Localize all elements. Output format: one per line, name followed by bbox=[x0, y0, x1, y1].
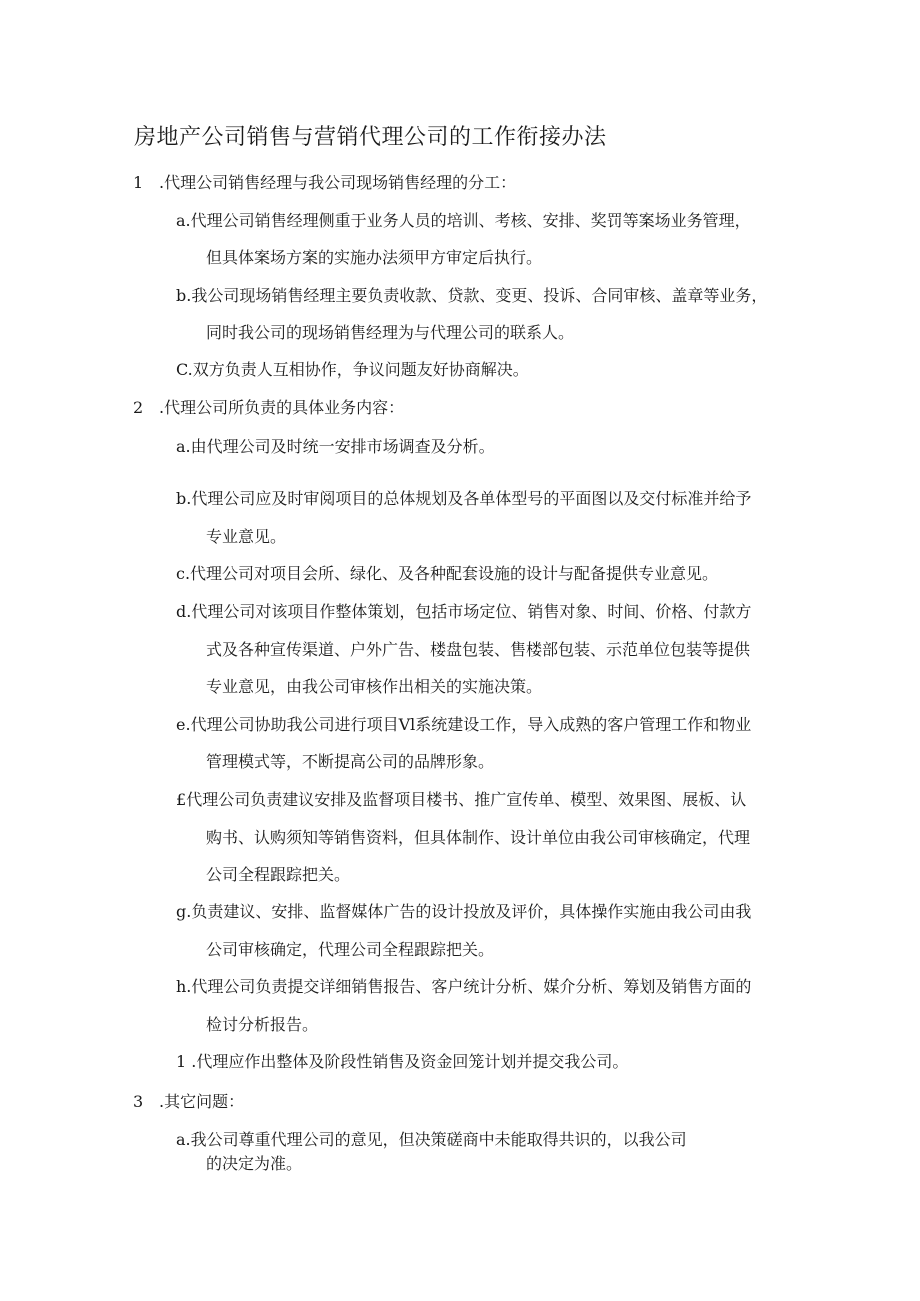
section-number: 2 bbox=[133, 398, 144, 417]
list-item-1b-continuation: 同时我公司的现场销售经理为与代理公司的联系人。 bbox=[206, 323, 575, 342]
list-item-1b bbox=[176, 286, 767, 306]
list-item-3a-continuation: 的决定为准。 bbox=[206, 1154, 303, 1173]
item-label: 1 . bbox=[176, 1052, 197, 1071]
list-item-1a-continuation: 但具体案场方案的实施办法须甲方审定后执行。 bbox=[206, 248, 543, 267]
item-label: a. bbox=[176, 1130, 191, 1149]
item-label: a. bbox=[176, 437, 191, 456]
item-text: 代理公司对项目会所、绿化、及各种配套设施的设计与配备提供专业意见。 bbox=[190, 564, 719, 583]
list-item-2f-continuation: 公司全程跟踪把关。 bbox=[206, 865, 351, 884]
list-item-2i bbox=[176, 1052, 628, 1072]
list-item-2d-continuation: 式及各种宣传渠道、户外广告、楼盘包装、售楼部包装、示范单位包装等提供 bbox=[206, 640, 751, 659]
item-label: g. bbox=[176, 902, 192, 921]
item-text: 代理公司销售经理侧重于业务人员的培训、考核、安排、奖罚等案场业务管理， bbox=[190, 211, 751, 230]
section-heading-text: .代理公司所负责的具体业务内容： bbox=[159, 398, 405, 417]
section-3-heading bbox=[133, 1092, 244, 1112]
section-number: 1 bbox=[133, 173, 144, 192]
item-text: 双方负责人互相协作，争议问题友好协商解决。 bbox=[192, 360, 529, 379]
item-label: h. bbox=[176, 977, 192, 996]
item-text: 负责建议、安排、监督媒体广告的设计投放及评价，具体操作实施由我公司由我 bbox=[191, 902, 752, 921]
list-item-2a bbox=[176, 437, 495, 457]
list-item-2g bbox=[176, 902, 751, 922]
item-label: c. bbox=[176, 564, 191, 583]
item-text: 代理应作出整体及阶段性销售及资金回笼计划并提交我公司。 bbox=[196, 1052, 629, 1071]
section-heading-text: .其它问题： bbox=[159, 1092, 245, 1111]
section-heading-text: .代理公司销售经理与我公司现场销售经理的分工： bbox=[159, 173, 517, 192]
item-text: 代理公司应及时审阅项目的总体规划及各单体型号的平面图以及交付标准并给予 bbox=[191, 489, 752, 508]
section-number: 3 bbox=[133, 1092, 144, 1111]
section-2-heading bbox=[133, 398, 404, 418]
item-label: £ bbox=[176, 790, 187, 809]
list-item-2e-continuation: 管理模式等，不断提高公司的品牌形象。 bbox=[206, 752, 495, 771]
list-item-2d bbox=[176, 602, 751, 622]
item-label: d. bbox=[176, 602, 192, 621]
list-item-2h-continuation: 检讨分析报告。 bbox=[206, 1015, 319, 1034]
item-label: e. bbox=[176, 715, 191, 734]
list-item-1a bbox=[176, 211, 751, 231]
item-text: 代理公司负责提交详细销售报告、客户统计分析、媒介分析、筹划及销售方面的 bbox=[191, 977, 752, 996]
list-item-2d-continuation: 专业意见，由我公司审核作出相关的实施决策。 bbox=[206, 677, 543, 696]
item-text: 我公司尊重代理公司的意见，但决策磋商中未能取得共识的，以我公司 bbox=[190, 1130, 687, 1149]
item-text: 我公司现场销售经理主要负责收款、贷款、变更、投诉、合同审核、盖章等业务， bbox=[191, 286, 768, 305]
item-text: 代理公司对该项目作整体策划，包括市场定位、销售对象、时间、价格、付款方 bbox=[191, 602, 752, 621]
list-item-1c bbox=[176, 360, 529, 380]
list-item-2f bbox=[176, 790, 746, 810]
item-text: 代理公司协助我公司进行项目Vl系统建设工作，导入成熟的客户管理工作和物业 bbox=[190, 715, 752, 734]
item-label: b. bbox=[176, 489, 192, 508]
list-item-2b-continuation: 专业意见。 bbox=[206, 527, 287, 546]
list-item-3a bbox=[176, 1130, 687, 1150]
list-item-2g-continuation: 公司审核确定，代理公司全程跟踪把关。 bbox=[206, 940, 495, 959]
item-text: 由代理公司及时统一安排市场调查及分析。 bbox=[190, 437, 495, 456]
list-item-2b bbox=[176, 489, 751, 509]
list-item-2e bbox=[176, 715, 751, 735]
item-text: 代理公司负责建议安排及监督项目楼书、推广宣传单、模型、效果图、展板、认 bbox=[186, 790, 747, 809]
list-item-2c bbox=[176, 564, 718, 584]
item-label: C. bbox=[176, 360, 193, 379]
item-label: a. bbox=[176, 211, 191, 230]
section-1-heading bbox=[133, 173, 516, 193]
list-item-2f-continuation: 购书、认购须知等销售资料，但具体制作、设计单位由我公司审核确定，代理 bbox=[206, 828, 751, 847]
list-item-2h bbox=[176, 977, 751, 997]
item-label: b. bbox=[176, 286, 192, 305]
document-title: 房地产公司销售与营销代理公司的工作衔接办法 bbox=[134, 125, 607, 150]
